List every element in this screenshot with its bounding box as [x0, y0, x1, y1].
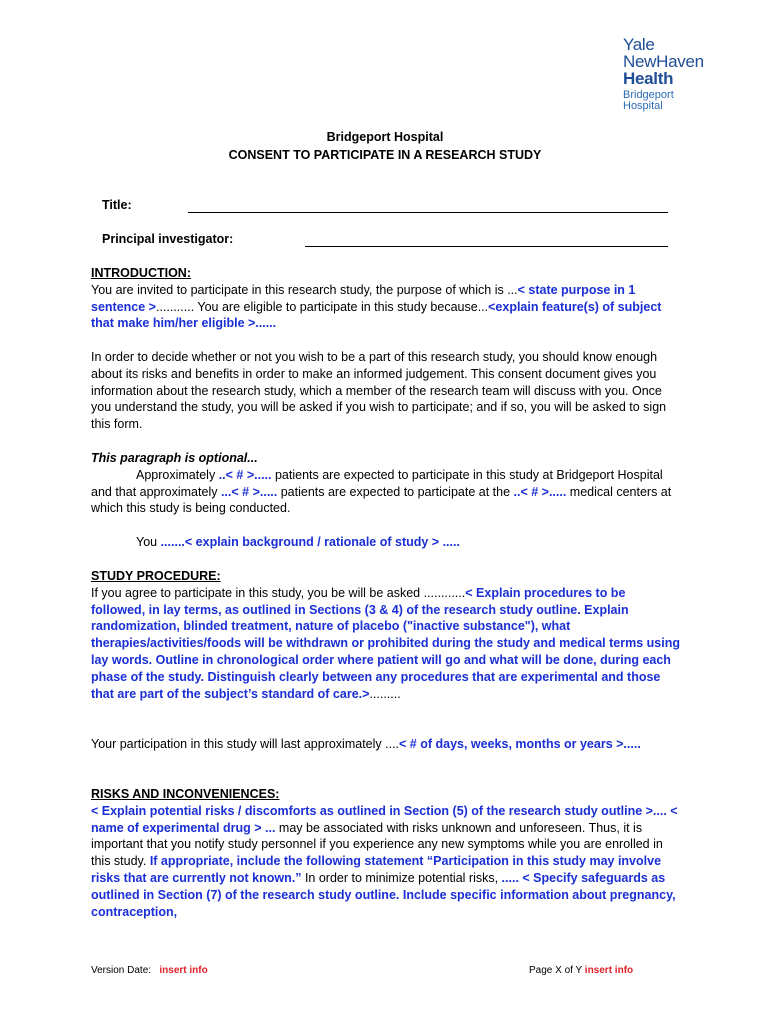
logo-line-hospital: Hospital — [623, 100, 663, 112]
risks-section — [91, 786, 681, 920]
logo-line-health: Health — [623, 69, 674, 88]
procedure-placeholder: < Explain procedures to be followed, in lay terms, as outlined in Sections (3 & 4) of the research study outline. Explain randomization, blinded treatment, nature of placebo ("inactive substance"), what therapies/activities/foods will be withdrawn or prohibited during the study and medical terms using lay words. Outline in chronological order where patient will go and what will be done, during each phase of the study. Distinguish clearly between any procedures that are experimental and those that are part of the subject’s standard of care.> — [91, 585, 680, 701]
version-date-label: Version Date: — [91, 965, 152, 976]
background-line — [136, 534, 681, 551]
study-procedure-heading-colon: : — [216, 569, 221, 583]
risks-placeholder-3: ..... < Specify safeguards as outlined in Section (7) of the research study outline. Include specific information about pregnancy, contraception, — [91, 870, 676, 919]
intro-text-1: You are invited to participate in this research study, the purpose of which is ... — [91, 282, 518, 297]
optional-placeholder-count-2: ...< # >..... — [220, 484, 278, 499]
risks-placeholder-2: If appropriate, include the following statement “Participation in this study may involve risks that are currently not known.” — [91, 854, 662, 885]
hospital-name: Bridgeport Hospital — [326, 130, 444, 144]
principal-investigator-label: Principal investigator: — [102, 232, 234, 246]
introduction-heading-colon: : — [186, 266, 191, 280]
optional-text-1: Approximately — [136, 467, 219, 482]
introduction-section — [91, 265, 681, 332]
background-placeholder: .......< explain background / rationale of study > ..... — [160, 535, 460, 549]
introduction-heading: INTRODUCTION — [91, 266, 187, 280]
procedure-text-2: ......... — [369, 686, 401, 701]
intro-paragraph-2: In order to decide whether or not you wish to be a part of this research study, you should know enough about its risks and benefits in order to make an informed judgement. This consent document gives you information about the research study, which a member of the research team will discuss with you. Once you understand the study, you will be asked if you wish to participate; and if so, you will be asked to sign this form. — [91, 350, 667, 432]
intro-placeholder-purpose: < state purpose in 1 sentence > — [91, 282, 636, 314]
optional-heading: This paragraph is optional... — [91, 451, 258, 465]
logo-line-yale: Yale — [623, 35, 655, 54]
version-date-value: insert info — [159, 965, 208, 976]
page-number-label: Page X of Y — [529, 965, 583, 976]
optional-text-4: medical centers at which this study is being conducted. — [91, 484, 672, 516]
yale-newhaven-health-logo — [623, 36, 704, 112]
risks-text-2: In order to minimize potential risks, — [301, 870, 502, 885]
duration-paragraph — [91, 736, 681, 753]
you-text: You — [136, 535, 161, 549]
title-blank-line — [188, 212, 668, 213]
intro-placeholder-eligibility: <explain feature(s) of subject that make him/her eligible >...... — [91, 299, 662, 331]
risks-placeholder-1: < Explain potential risks / discomforts as outlined in Section (5) of the research study outline >.... < name of experimental drug > ... — [91, 803, 678, 835]
page-number-footer — [529, 965, 633, 976]
title-label: Title: — [102, 198, 132, 212]
procedure-text-1: If you agree to participate in this study, you be will be asked ............ — [91, 585, 466, 600]
duration-text: Your participation in this study will last approximately .... — [91, 737, 400, 751]
logo-line-bridgeport: Bridgeport — [623, 89, 674, 101]
risks-heading: RISKS AND INCONVENIENCES — [91, 787, 276, 801]
optional-placeholder-count-1: ..< # >..... — [218, 467, 272, 482]
risks-heading-colon: : — [275, 787, 280, 801]
risks-text-1: may be associated with risks unknown and unforeseen. Thus, it is important that you notify study personnel if you experience any new symptoms while you are enrolled in this study. — [91, 820, 663, 869]
logo-line-newhaven: NewHaven — [623, 52, 704, 71]
optional-paragraph — [91, 450, 681, 517]
intro-text-2: ........... You are eligible to participate in this study because... — [155, 299, 489, 314]
page-number-value: insert info — [584, 965, 634, 976]
version-date-footer — [91, 965, 208, 976]
study-procedure-heading: STUDY PROCEDURE — [91, 569, 217, 583]
optional-text-3: patients are expected to participate at the — [277, 484, 514, 499]
optional-text-2: patients are expected to participate in this study at Bridgeport Hospital and that approximately — [91, 467, 663, 499]
principal-investigator-blank-line — [305, 246, 668, 247]
duration-placeholder: < # of days, weeks, months or years >..... — [399, 737, 641, 751]
document-title: CONSENT TO PARTICIPATE IN A RESEARCH STUDY — [228, 148, 542, 162]
optional-placeholder-count-3: ..< # >..... — [513, 484, 567, 499]
study-procedure-section — [91, 568, 681, 702]
